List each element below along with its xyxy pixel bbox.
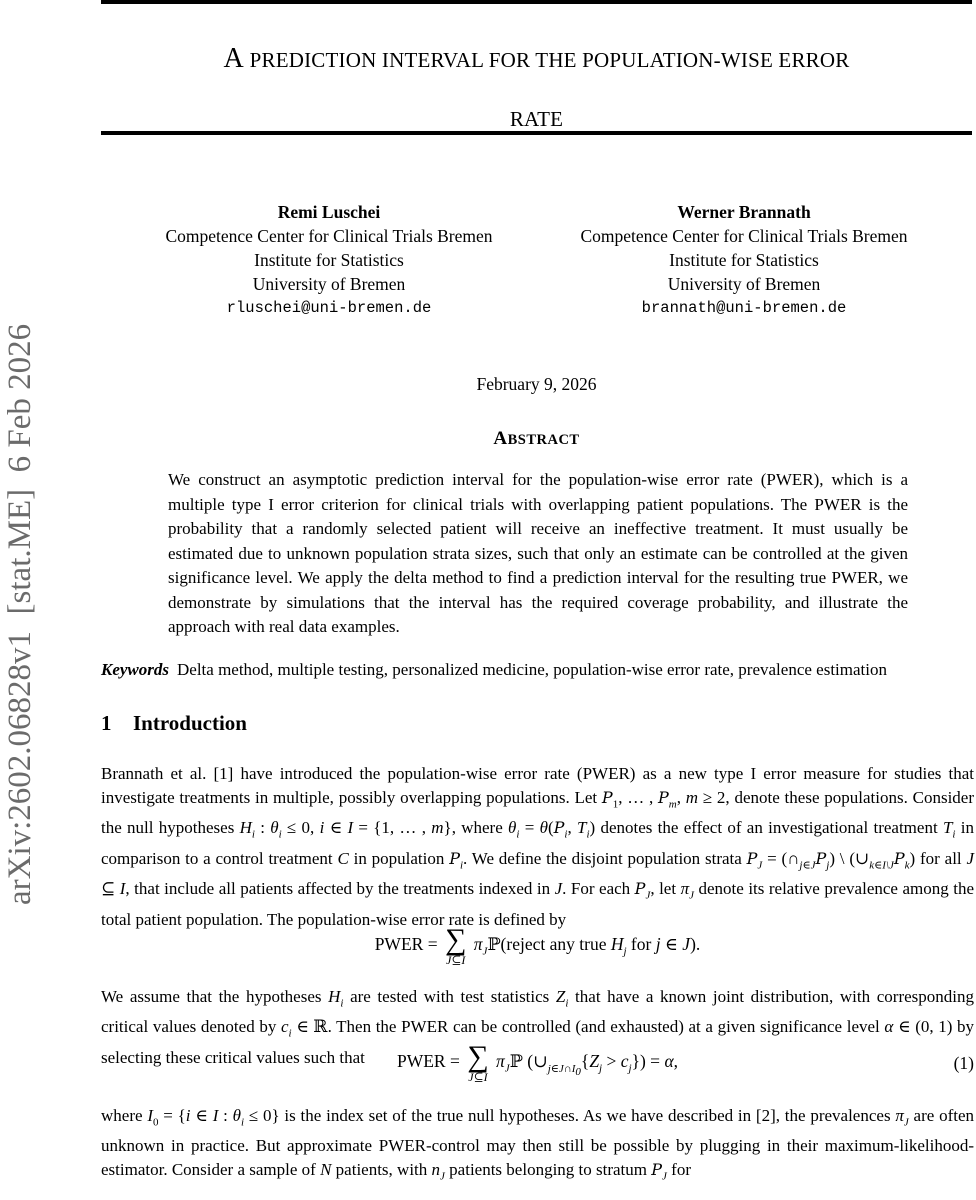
author-name: Remi Luschei — [277, 202, 381, 222]
section-heading — [101, 711, 247, 736]
arxiv-identifier-text: arXiv:2602.06828v1 [stat.ME] 6 Feb 2026 — [2, 323, 38, 905]
intro-paragraph-1: Brannath et al. [1] have introduced the population-wise error rate (PWER) as a new type I error measure for studies that investigate treatments in multiple, possibly overlapping populations. Let $P_1$, … , $P_m$, m ≥ 2, denote these populations. Consider the null hypotheses $H_i$ : $\theta_i \le 0$, i ∈ I = {1, … , m}, where $\theta_i = \theta(P_i$, $T_i$) denotes the effect of an investigational treatment $T_i$ in comparison to a control treatment C in population $P_i$. We define the disjoint population strata $P_J$ = $(\cap_{j\in J}P_j)$ \ $(\cup_{k\in I\backslash J}P_k)$ for all J ⊆ I, that include all patients affected by the treatments indexed in J. For each $P_J$, let $\pi_J$ denote its relative prevalence among the total patient population. The population-wise error rate is defined by — [101, 764, 975, 929]
author-affiliation: Competence Center for Clinical Trials Bremen — [165, 226, 493, 246]
author-email[interactable]: rluschei@uni-bremen.de — [226, 299, 432, 317]
author-affiliation: University of Bremen — [252, 274, 406, 294]
title-line-2: RATE — [509, 107, 564, 131]
author-block-1 — [114, 200, 544, 320]
keywords-text: Delta method, multiple testing, personalized medicine, population-wise error rate, prevalence estimation — [177, 660, 887, 679]
keywords-label: Keywords — [101, 660, 169, 679]
author-affiliation: Institute for Statistics — [669, 250, 819, 270]
title-top-rule — [101, 0, 972, 4]
equation-1: PWER = ∑ J⊆I $\pi_Jℙ$ $(\cup_{j\in J\cap I_0}\{Z_j > c_j\}) = \alpha$, (1) — [396, 1040, 974, 1084]
author-affiliation: University of Bremen — [667, 274, 821, 294]
abstract-text: We construct an asymptotic prediction interval for the population-wise error rate (PWER), which is a multiple type I error criterion for clinical trials with overlapping patient populations. The PWER is the probability that a randomly selected patient will receive an ineffective treatment. It must usually be estimated due to unknown population strata sizes, such that only an estimate can be controlled at the given significance level. We apply the delta method to find a prediction interval for the resulting true PWER, we demonstrate by simulations that the interval has the required coverage probability, and illustrate the approach with real data examples. — [168, 470, 908, 636]
title-bottom-rule — [101, 131, 972, 135]
section-title: Introduction — [133, 711, 247, 735]
keywords — [101, 658, 976, 682]
arxiv-identifier — [0, 250, 44, 910]
paper-date: February 9, 2026 — [476, 374, 597, 394]
equation-pwer-definition: PWER = ∑ J⊆I $\pi_Jℙ(reject$ any true $H_j$ for j ∈ J). — [374, 923, 701, 967]
title-line-1: A PREDICTION INTERVAL FOR THE POPULATION-WISE ERROR — [223, 43, 850, 74]
author-block-2 — [529, 200, 959, 320]
equation-number: (1) — [953, 1053, 974, 1073]
abstract-heading: ABSTRACT — [493, 428, 580, 449]
author-email[interactable]: brannath@uni-bremen.de — [641, 299, 847, 317]
author-affiliation: Institute for Statistics — [254, 250, 404, 270]
intro-paragraph-3: where $I_0 = \{i$ ∈ I : $\theta_i \le 0$} is the index set of the true null hypotheses. As we have described in [2], the prevalences $\pi_J$ are often unknown in practice. But approximate PWER-control may then still be possible by plugging in their maximum-likelihood-estimator. Consider a sample of N patients, with $n_J$ patients belonging to stratum $P_J$ for — [101, 1106, 975, 1183]
author-affiliation: Competence Center for Clinical Trials Bremen — [580, 226, 908, 246]
summation-symbol: ∑ J⊆I — [467, 1040, 489, 1084]
author-name: Werner Brannath — [677, 202, 811, 222]
section-number: 1 — [101, 711, 112, 735]
summation-symbol: ∑ J⊆I — [444, 923, 467, 967]
intro-paragraph-2: We assume that the hypotheses $H_i$ are tested with test statistics $Z_i$ that have a known joint distribution, with corresponding critical values denoted by $c_i$ ∈ ℝ. Then the PWER can be controlled (and exhausted) at a given significance level α ∈ (0, 1) by selecting these critical values such that — [101, 987, 975, 1067]
